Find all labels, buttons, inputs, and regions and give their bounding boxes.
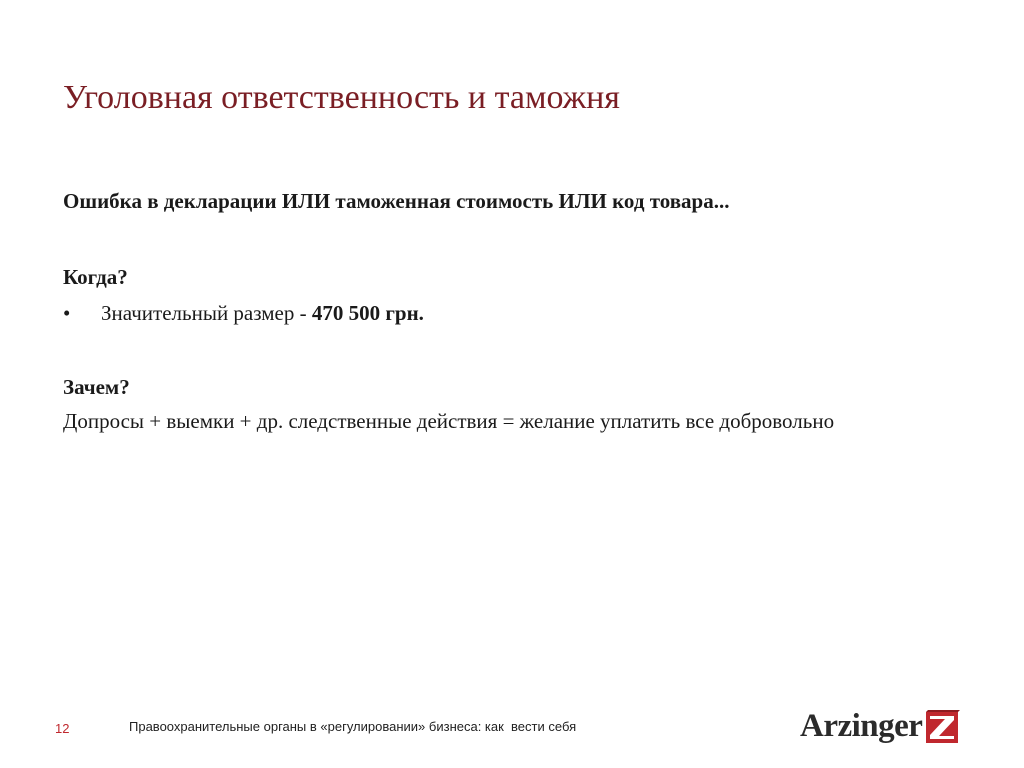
logo-wordmark: Arzinger — [800, 708, 923, 744]
when-heading: Когда? — [63, 265, 128, 289]
slide-title: Уголовная ответственность и таможня — [63, 79, 620, 116]
arzinger-logo — [800, 706, 961, 746]
bullet-text: Значительный размер - — [101, 301, 312, 325]
arzinger-z-logo-icon — [925, 709, 961, 745]
why-text: Допросы + выемки + др. следственные действия = желание уплатить все добровольно — [63, 409, 835, 433]
slide-content — [63, 186, 963, 436]
why-heading: Зачем? — [63, 375, 130, 399]
bullet-value: 470 500 грн. — [311, 301, 424, 325]
bullet-mark: • — [63, 301, 71, 325]
bullet-item — [63, 298, 963, 328]
page-number: 12 — [55, 721, 70, 736]
bullet-text-wrap — [101, 298, 424, 328]
footer-text: Правоохранительные органы в «регулировании» бизнеса: как вести себя — [129, 719, 577, 734]
subtitle: Ошибка в декларации ИЛИ таможенная стоимость ИЛИ код товара... — [63, 189, 730, 213]
